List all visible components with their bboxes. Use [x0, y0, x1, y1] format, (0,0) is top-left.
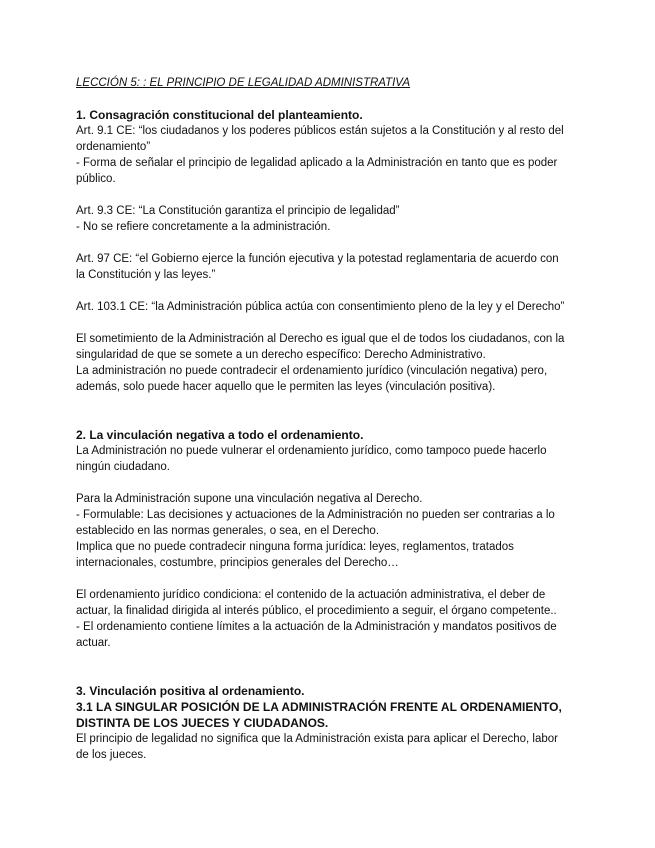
paragraph-line: - Forma de señalar el principio de legalidad aplicado a la Administración en tanto que es poder — [76, 157, 558, 169]
subsection-3-1-heading: 3.1 LA SINGULAR POSICIÓN DE LA ADMINISTRACIÓN FRENTE AL ORDENAMIENTO, — [76, 700, 562, 714]
paragraph-line: Implica que no puede contradecir ninguna forma jurídica: leyes, reglamentos, tratados — [76, 541, 514, 553]
section-2-heading: 2. La vinculación negativa a todo el ordenamiento. — [76, 428, 364, 442]
paragraph-line: La Administración no puede vulnerar el ordenamiento jurídico, como tampoco puede hacerlo — [76, 445, 547, 457]
paragraph-line: actuar. — [76, 637, 111, 649]
section-1 — [76, 107, 586, 395]
section-3 — [76, 683, 586, 763]
document-title: LECCIÓN 5: : EL PRINCIPIO DE LEGALIDAD ADMINISTRATIVA — [76, 77, 411, 89]
paragraph-line: - Formulable: Las decisiones y actuaciones de la Administración no pueden ser contrarias a lo — [76, 509, 555, 521]
paragraph-line: Art. 9.1 CE: “los ciudadanos y los poderes públicos están sujetos a la Constitución y al resto del — [76, 125, 564, 137]
paragraph-line: Para la Administración supone una vinculación negativa al Derecho. — [76, 493, 423, 505]
paragraph-line: público. — [76, 173, 116, 185]
paragraph-line: El sometimiento de la Administración al Derecho es igual que el de todos los ciudadanos, con la — [76, 333, 565, 345]
paragraph-line: - El ordenamiento contiene límites a la actuación de la Administración y mandatos positivos de — [76, 621, 557, 633]
paragraph-line: - No se refiere concretamente a la administración. — [76, 221, 331, 233]
paragraph-line: actuar, la finalidad dirigida al interés público, el procedimiento a seguir, el órgano competente.. — [76, 605, 557, 617]
paragraph-line: Art. 9.3 CE: “La Constitución garantiza el principio de legalidad” — [76, 205, 400, 217]
paragraph-line: de los jueces. — [76, 749, 147, 761]
document-body — [76, 75, 586, 763]
section-3-heading: 3. Vinculación positiva al ordenamiento. — [76, 684, 305, 698]
paragraph-line: ordenamiento” — [76, 141, 151, 153]
paragraph-line: ningún ciudadano. — [76, 461, 170, 473]
paragraph-line: El ordenamiento jurídico condiciona: el contenido de la actuación administrativa, el deber de — [76, 589, 546, 601]
paragraph-line: Art. 103.1 CE: “la Administración pública actúa con consentimiento pleno de la ley y el Derecho” — [76, 301, 565, 313]
paragraph-line: La administración no puede contradecir el ordenamiento jurídico (vinculación negativa) pero, — [76, 365, 548, 377]
paragraph-line: El principio de legalidad no significa que la Administración exista para aplicar el Derecho, labor — [76, 733, 558, 745]
paragraph-line: internacionales, costumbre, principios generales del Derecho… — [76, 557, 399, 569]
paragraph-line: singularidad de que se somete a un derecho específico: Derecho Administrativo. — [76, 349, 486, 361]
paragraph-line: además, solo puede hacer aquello que le permiten las leyes (vinculación positiva). — [76, 381, 496, 393]
paragraph-line: establecido en las normas generales, o sea, en el Derecho. — [76, 525, 380, 537]
section-2 — [76, 427, 586, 651]
subsection-3-1-heading-cont: DISTINTA DE LOS JUECES Y CIUDADANOS. — [76, 716, 329, 730]
paragraph-line: la Constitución y las leyes.” — [76, 269, 216, 281]
section-1-heading: 1. Consagración constitucional del planteamiento. — [76, 108, 363, 122]
paragraph-line: Art. 97 CE: “el Gobierno ejerce la función ejecutiva y la potestad reglamentaria de acuerdo con — [76, 253, 559, 265]
